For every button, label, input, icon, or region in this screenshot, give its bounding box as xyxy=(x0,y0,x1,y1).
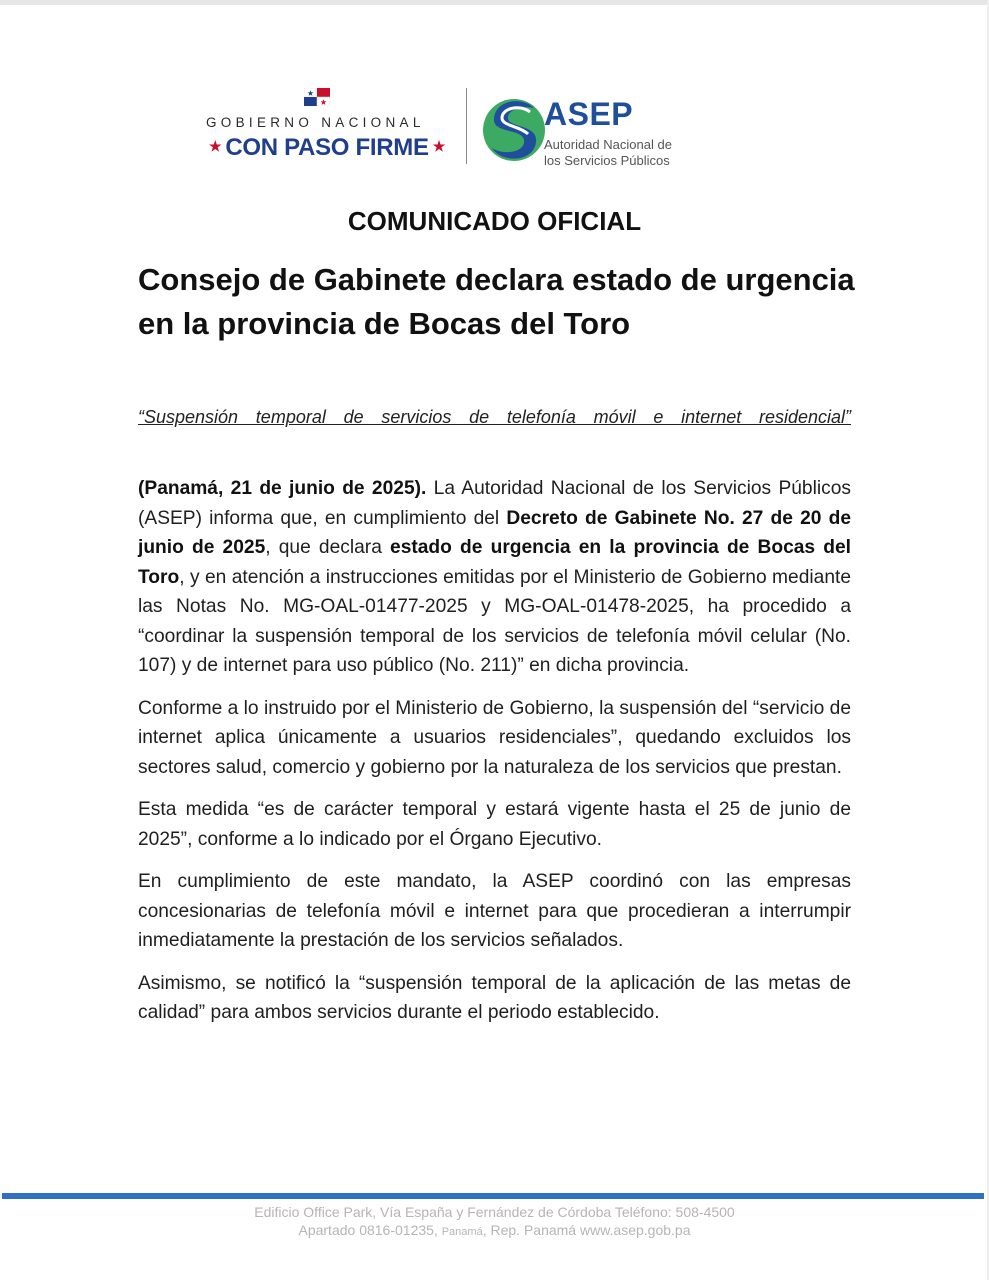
paragraph-1 xyxy=(138,474,851,681)
document-subtitle: “Suspensión temporal de servicios de telefonía móvil e internet residencial” xyxy=(138,407,851,427)
footer-line1: Edificio Office Park, Vía España y Fernández de Córdoba Teléfono: 508-4500 xyxy=(254,1204,735,1220)
gobierno-nacional-logo xyxy=(196,86,458,166)
p1-text-c: , y en atención a instrucciones emitidas por el Ministerio de Gobierno mediante las Notas No. MG-OAL-01477-2025 y MG-OAL-01478-2025, ha procedido a “coordinar la suspensión temporal de los servicios de telefonía móvil celular (No. 107) y de internet para uso público (No. 211)” en dicha provincia. xyxy=(138,566,851,676)
footer-line2-a: Apartado 0816-01235, xyxy=(298,1222,442,1238)
footer-line2-b: Panamá xyxy=(441,1226,483,1238)
asep-swirl-icon xyxy=(482,94,550,164)
p1-text-a: La Autoridad Nacional de los Servicios Públicos (ASEP) informa que, en cumplimiento del xyxy=(138,478,851,529)
footer-bar xyxy=(2,1193,984,1199)
document-title: Consejo de Gabinete declara estado de urgencia en la provincia de Bocas del Toro xyxy=(138,262,855,341)
footer-address xyxy=(0,1203,989,1241)
urgency-statement: estado de urgencia en la provincia de Bocas del Toro xyxy=(138,537,851,588)
document-kicker: COMUNICADO OFICIAL xyxy=(347,206,642,236)
asep-subtitle-line1: Autoridad Nacional de xyxy=(544,137,672,152)
top-rule xyxy=(0,0,989,5)
footer-line2-c: , Rep. Panamá www.asep.gob.pa xyxy=(482,1222,691,1238)
paragraph-2: Conforme a lo instruido por el Ministerio de Gobierno, la suspensión del “servicio de internet aplica únicamente a usuarios residenciales”, quedando excluidos los sectores salud, comercio y gobierno por la naturaleza de los servicios que prestan. xyxy=(138,697,851,778)
asep-logo xyxy=(482,94,692,172)
gov-slogan xyxy=(196,134,458,162)
star-icon: ★ xyxy=(209,138,222,154)
paragraph-5: Asimismo, se notificó la “suspensión temporal de la aplicación de las metas de calidad” para ambos servicios durante el periodo establecido. xyxy=(138,972,851,1023)
dateline: (Panamá, 21 de junio de 2025). xyxy=(138,478,427,499)
footer-line2 xyxy=(0,1221,989,1241)
panama-flag-icon xyxy=(304,88,330,106)
logo-divider xyxy=(466,88,467,164)
gov-slogan-text: CON PASO FIRME xyxy=(225,134,429,161)
star-icon: ★ xyxy=(432,138,445,154)
paragraph-4: En cumplimiento de este mandato, la ASEP coordinó con las empresas concesionarias de telefonía móvil e internet para que procedieran a interrumpir inmediatamente la prestación de los servicios señalados. xyxy=(138,871,851,951)
decree-reference: Decreto de Gabinete No. 27 de 20 de junio de 2025 xyxy=(138,507,851,558)
paragraph-3: Esta medida “es de carácter temporal y estará vigente hasta el 25 de junio de 2025”, conforme a lo indicado por el Órgano Ejecutivo. xyxy=(138,799,851,850)
p1-text-b: , que declara xyxy=(265,537,391,558)
asep-subtitle-line2: los Servicios Públicos xyxy=(544,153,670,168)
document-body xyxy=(138,474,851,1041)
asep-name: ASEP xyxy=(544,96,634,132)
gov-line1: GOBIERNO NACIONAL xyxy=(206,115,425,130)
